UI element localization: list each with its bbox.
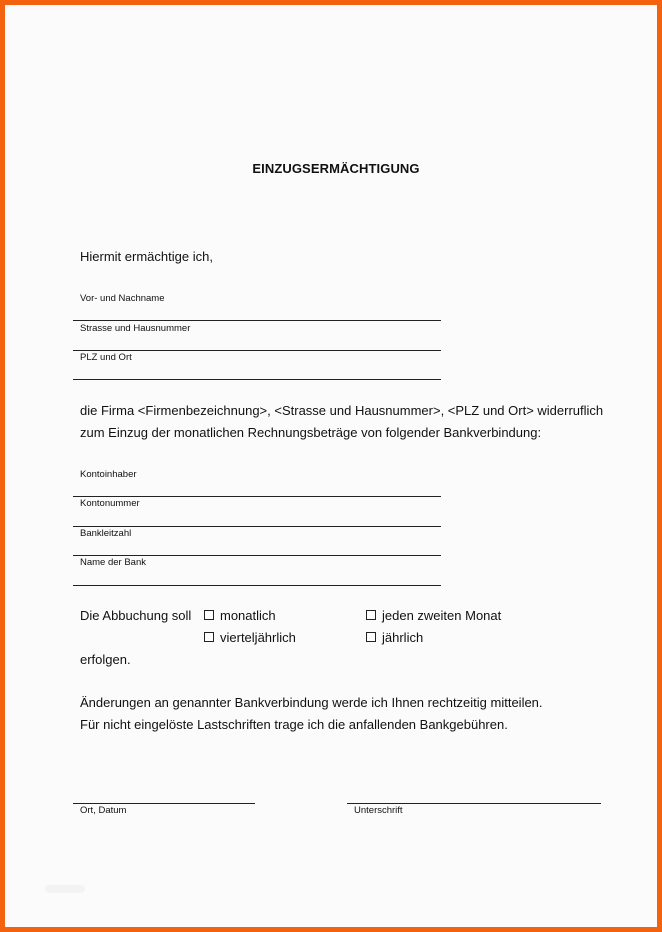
company-text-line-2: zum Einzug der monatlichen Rechnungsbeträge von folgender Bankverbindung: [80,425,542,440]
account-number-line[interactable] [73,526,441,527]
page-smudge [45,885,85,893]
intro-text: Hiermit ermächtige ich, [80,249,213,264]
place-date-line[interactable] [73,803,255,804]
yearly-checkbox[interactable] [366,632,376,642]
quarterly-label: vierteljährlich [220,630,296,645]
street-field-line[interactable] [73,350,441,351]
account-holder-line[interactable] [73,496,441,497]
signature-label: Unterschrift [354,805,403,816]
document-title: EINZUGSERMÄCHTIGUNG [252,161,420,176]
place-date-label: Ort, Datum [80,805,127,816]
debit-label: Die Abbuchung soll [80,608,192,623]
city-field-label: PLZ und Ort [80,352,132,363]
every-second-month-checkbox[interactable] [366,610,376,620]
monthly-checkbox[interactable] [204,610,214,620]
yearly-label: jährlich [382,630,424,645]
account-number-label: Kontonummer [80,498,140,509]
name-field-line[interactable] [73,320,441,321]
note-line-2: Für nicht eingelöste Lastschriften trage ich die anfallenden Bankgebühren. [80,717,508,732]
bank-name-line[interactable] [73,585,441,586]
account-holder-label: Kontoinhaber [80,469,137,480]
street-field-label: Strasse und Hausnummer [80,323,191,334]
bank-code-label: Bankleitzahl [80,528,132,539]
city-field-line[interactable] [73,379,441,380]
company-text-line-1: die Firma <Firmenbezeichnung>, <Strasse und Hausnummer>, <PLZ und Ort> widerruflich [80,403,604,418]
note-line-1: Änderungen an genannter Bankverbindung werde ich Ihnen rechtzeitig mitteilen. [80,695,543,710]
monthly-label: monatlich [220,608,276,623]
debit-suffix: erfolgen. [80,652,131,667]
bank-code-line[interactable] [73,555,441,556]
name-field-label: Vor- und Nachname [80,293,165,304]
bank-name-label: Name der Bank [80,557,147,568]
signature-line[interactable] [347,803,601,804]
quarterly-checkbox[interactable] [204,632,214,642]
every-second-month-label: jeden zweiten Monat [382,608,502,623]
